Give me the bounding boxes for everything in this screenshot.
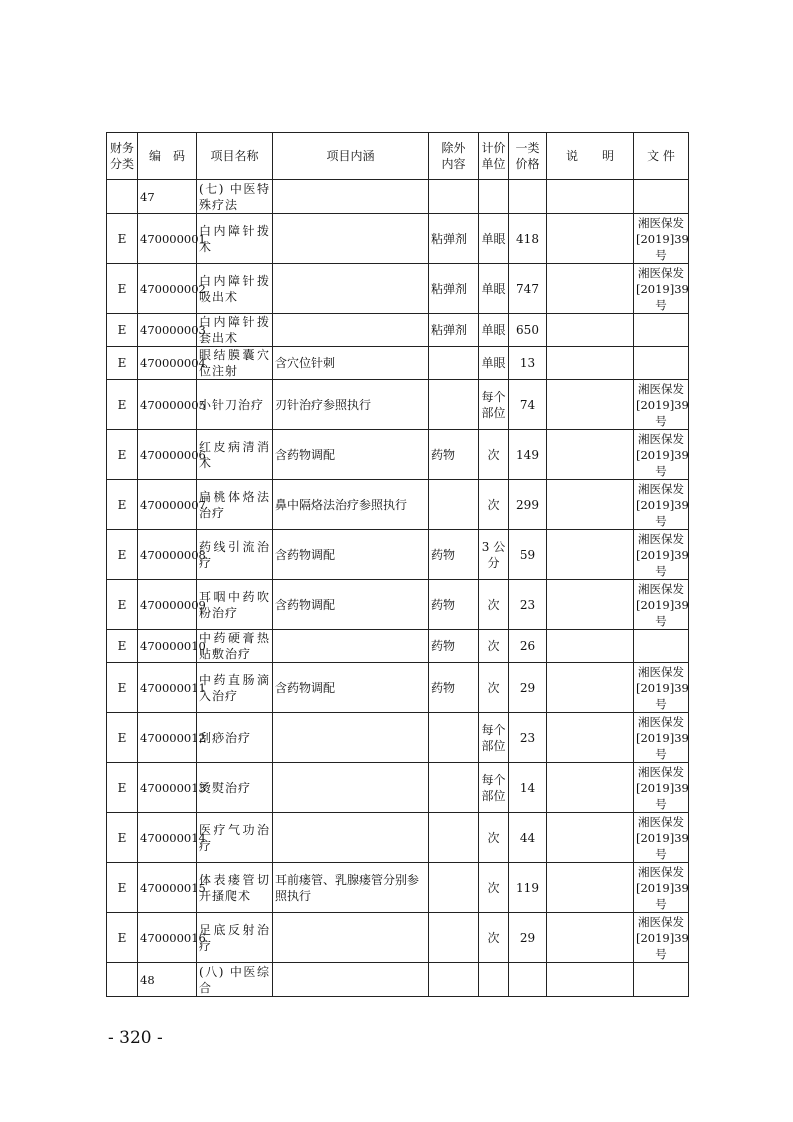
cell-code: 470000004 [138,347,197,380]
cell-name: 白内障针拨术 [197,214,273,264]
cell-code: 470000016 [138,913,197,963]
cell-category: E [107,580,138,630]
cell-document: 湘医保发 [2019]39 号 [634,380,689,430]
cell-note [547,663,634,713]
cell-note [547,180,634,214]
cell-content [273,630,429,663]
header-note: 说 明 [547,133,634,180]
cell-category: E [107,214,138,264]
cell-content: 鼻中隔烙法治疗参照执行 [273,480,429,530]
cell-content: 含穴位针刺 [273,347,429,380]
section-row [107,180,689,214]
cell-unit: 单眼 [479,214,509,264]
cell-document: 湘医保发 [2019]39 号 [634,863,689,913]
table-row [107,813,689,863]
cell-price [509,963,547,997]
cell-document: 湘医保发 [2019]39 号 [634,430,689,480]
cell-document: 湘医保发 [2019]39 号 [634,480,689,530]
table-row [107,314,689,347]
cell-content [273,913,429,963]
cell-name: (七) 中医特殊疗法 [197,180,273,214]
cell-note [547,530,634,580]
cell-price: 23 [509,713,547,763]
table-row [107,863,689,913]
cell-code: 470000006 [138,430,197,480]
cell-name: 白内障针拨吸出术 [197,264,273,314]
table-row [107,347,689,380]
cell-code: 470000015 [138,863,197,913]
cell-category: E [107,430,138,480]
cell-unit: 每个 部位 [479,763,509,813]
cell-unit: 每个 部位 [479,713,509,763]
cell-note [547,763,634,813]
cell-excluded: 粘弹剂 [429,314,479,347]
cell-content: 含药物调配 [273,663,429,713]
cell-price: 74 [509,380,547,430]
cell-name: 中药硬膏热贴敷治疗 [197,630,273,663]
cell-code: 470000014 [138,813,197,863]
cell-unit: 次 [479,580,509,630]
cell-excluded: 药物 [429,580,479,630]
cell-price: 418 [509,214,547,264]
header-category: 财务 分类 [107,133,138,180]
cell-unit: 次 [479,863,509,913]
cell-name: 烫熨治疗 [197,763,273,813]
header-content: 项目内涵 [273,133,429,180]
cell-category: E [107,863,138,913]
cell-code: 47 [138,180,197,214]
header-code: 编 码 [138,133,197,180]
table-row [107,580,689,630]
cell-note [547,380,634,430]
cell-note [547,863,634,913]
cell-code: 470000003 [138,314,197,347]
cell-content [273,963,429,997]
cell-unit: 次 [479,813,509,863]
cell-excluded: 药物 [429,630,479,663]
cell-price: 13 [509,347,547,380]
cell-name: 药线引流治疗 [197,530,273,580]
cell-content: 含药物调配 [273,430,429,480]
cell-document: 湘医保发 [2019]39 号 [634,763,689,813]
cell-price: 149 [509,430,547,480]
cell-excluded [429,713,479,763]
page-number: - 320 - [108,1028,163,1048]
cell-category: E [107,663,138,713]
cell-content [273,314,429,347]
cell-category: E [107,264,138,314]
cell-unit: 每个 部位 [479,380,509,430]
cell-excluded [429,863,479,913]
cell-unit: 次 [479,630,509,663]
cell-category: E [107,530,138,580]
cell-name: 小针刀治疗 [197,380,273,430]
cell-price: 23 [509,580,547,630]
table-row [107,264,689,314]
cell-price: 14 [509,763,547,813]
table-row [107,480,689,530]
cell-code: 470000013 [138,763,197,813]
cell-name: 白内障针拨套出术 [197,314,273,347]
cell-content [273,214,429,264]
cell-unit: 单眼 [479,347,509,380]
cell-excluded: 粘弹剂 [429,214,479,264]
cell-note [547,813,634,863]
cell-excluded: 药物 [429,430,479,480]
header-excluded: 除外 内容 [429,133,479,180]
cell-note [547,580,634,630]
cell-name: 中药直肠滴入治疗 [197,663,273,713]
cell-price: 29 [509,913,547,963]
cell-category: E [107,913,138,963]
cell-price: 59 [509,530,547,580]
cell-price: 29 [509,663,547,713]
cell-excluded [429,813,479,863]
cell-excluded: 药物 [429,663,479,713]
cell-name: 足底反射治疗 [197,913,273,963]
cell-excluded [429,963,479,997]
cell-content [273,813,429,863]
cell-document [634,963,689,997]
cell-category: E [107,763,138,813]
table-row [107,380,689,430]
cell-note [547,630,634,663]
header-unit: 计价 单位 [479,133,509,180]
table-row [107,913,689,963]
cell-name: (八) 中医综合 [197,963,273,997]
cell-content: 刃针治疗参照执行 [273,380,429,430]
cell-category [107,180,138,214]
cell-note [547,314,634,347]
table-row [107,214,689,264]
cell-content [273,264,429,314]
cell-content [273,763,429,813]
cell-note [547,214,634,264]
section-row [107,963,689,997]
table-row [107,763,689,813]
cell-content: 耳前瘘管、乳腺瘘管分别参照执行 [273,863,429,913]
cell-code: 470000007 [138,480,197,530]
cell-excluded [429,480,479,530]
fee-table [106,132,689,997]
cell-document [634,180,689,214]
cell-content: 含药物调配 [273,580,429,630]
cell-name: 红皮病清消术 [197,430,273,480]
cell-unit: 次 [479,430,509,480]
cell-category: E [107,713,138,763]
cell-note [547,913,634,963]
cell-unit: 次 [479,913,509,963]
table-body [107,180,689,997]
cell-content: 含药物调配 [273,530,429,580]
cell-name: 眼结膜囊穴位注射 [197,347,273,380]
cell-document: 湘医保发 [2019]39 号 [634,813,689,863]
cell-note [547,347,634,380]
cell-document: 湘医保发 [2019]39 号 [634,663,689,713]
header-name: 项目名称 [197,133,273,180]
cell-document: 湘医保发 [2019]39 号 [634,580,689,630]
cell-document [634,347,689,380]
table-row [107,530,689,580]
cell-category: E [107,380,138,430]
cell-unit: 单眼 [479,264,509,314]
cell-unit: 次 [479,480,509,530]
cell-excluded [429,913,479,963]
cell-code: 470000002 [138,264,197,314]
cell-document [634,314,689,347]
cell-note [547,480,634,530]
cell-document: 湘医保发 [2019]39 号 [634,713,689,763]
cell-code: 470000005 [138,380,197,430]
cell-category: E [107,813,138,863]
cell-excluded: 药物 [429,530,479,580]
cell-content [273,180,429,214]
cell-name: 扁桃体烙法治疗 [197,480,273,530]
cell-note [547,713,634,763]
cell-code: 470000010 [138,630,197,663]
cell-price: 119 [509,863,547,913]
cell-category: E [107,314,138,347]
cell-price: 650 [509,314,547,347]
cell-unit [479,180,509,214]
table-row [107,630,689,663]
cell-price: 44 [509,813,547,863]
cell-content [273,713,429,763]
table-row [107,663,689,713]
cell-document: 湘医保发 [2019]39 号 [634,530,689,580]
cell-document: 湘医保发 [2019]39 号 [634,214,689,264]
cell-category: E [107,630,138,663]
table-row [107,713,689,763]
cell-excluded [429,380,479,430]
table-row [107,430,689,480]
cell-price: 747 [509,264,547,314]
cell-code: 48 [138,963,197,997]
cell-note [547,264,634,314]
cell-unit: 3 公 分 [479,530,509,580]
cell-code: 470000011 [138,663,197,713]
cell-price: 26 [509,630,547,663]
cell-category: E [107,347,138,380]
cell-name: 刮痧治疗 [197,713,273,763]
cell-excluded [429,180,479,214]
cell-document: 湘医保发 [2019]39 号 [634,913,689,963]
cell-name: 医疗气功治疗 [197,813,273,863]
cell-name: 耳咽中药吹粉治疗 [197,580,273,630]
cell-code: 470000012 [138,713,197,763]
cell-document: 湘医保发 [2019]39 号 [634,264,689,314]
cell-note [547,430,634,480]
cell-category [107,963,138,997]
cell-category: E [107,480,138,530]
cell-excluded: 粘弹剂 [429,264,479,314]
cell-unit: 单眼 [479,314,509,347]
cell-name: 体表瘘管切开搔爬术 [197,863,273,913]
cell-excluded [429,763,479,813]
cell-document [634,630,689,663]
header-price: 一类 价格 [509,133,547,180]
cell-note [547,963,634,997]
cell-unit: 次 [479,663,509,713]
cell-code: 470000009 [138,580,197,630]
cell-price: 299 [509,480,547,530]
cell-excluded [429,347,479,380]
header-document: 文 件 [634,133,689,180]
cell-code: 470000008 [138,530,197,580]
cell-unit [479,963,509,997]
cell-price [509,180,547,214]
cell-code: 470000001 [138,214,197,264]
header-row [107,133,689,180]
